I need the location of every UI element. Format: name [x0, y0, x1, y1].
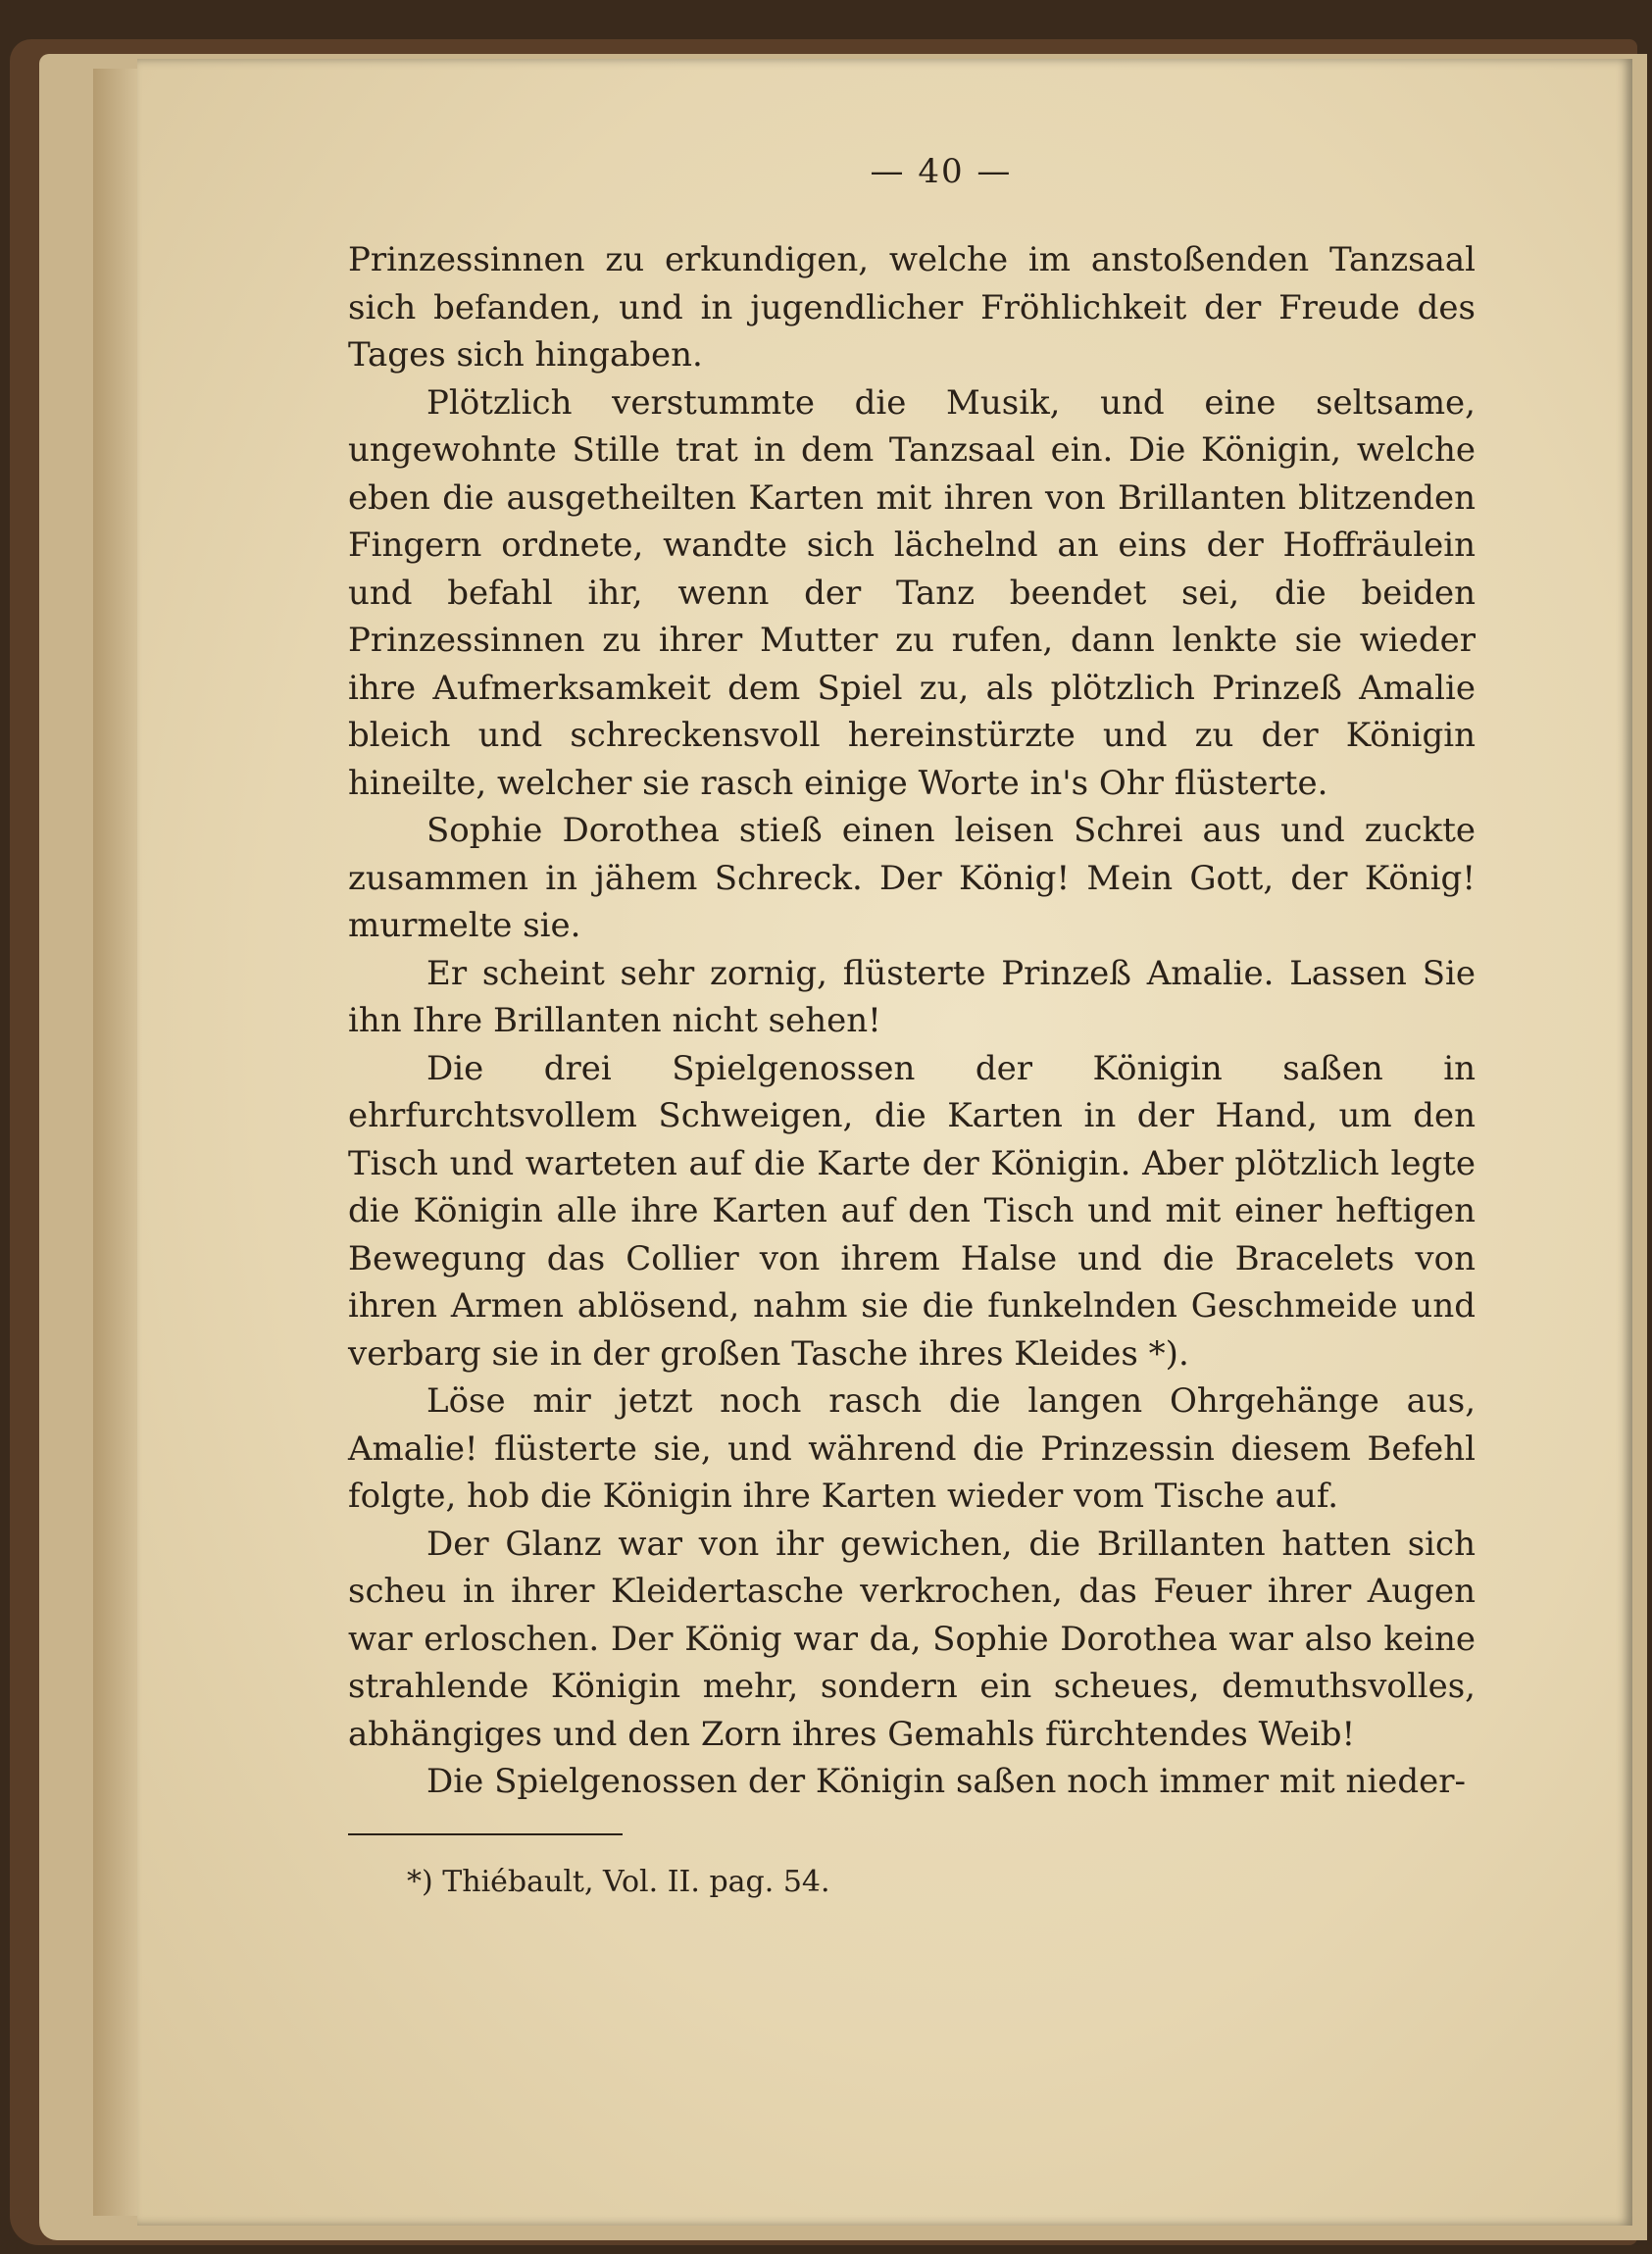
- footnote-rule: [348, 1833, 623, 1835]
- paragraph-7: Der Glanz war von ihr gewichen, die Brillanten hatten sich scheu in ihrer Kleidertasche verkrochen, das Feuer ihrer Augen war erloschen. Der König war da, Sophie Dorothea war also keine strahlende Königin mehr, sondern ein scheues, demuthsvolles, abhängiges und den Zorn ihres Gemahls fürchtendes Weib!: [348, 1524, 1476, 1754]
- paragraph-2: Plötzlich verstummte die Musik, und eine seltsame, ungewohnte Stille trat in dem Tanzsaal ein. Die Königin, welche eben die ausgetheilten Karten mit ihren von Brillanten blitzenden Fingern ordnete, wandte sich lächelnd an eins der Hoffräulein und befahl ihr, wenn der Tanz beendet sei, die beiden Prinzessinnen zu ihrer Mutter zu rufen, dann lenkte sie wieder ihre Aufmerksamkeit dem Spiel zu, als plötzlich Prinzeß Amalie bleich und schreckensvoll hereinstürzte und zu der Königin hineilte, welcher sie rasch einige Worte in's Ohr flüsterte.: [348, 382, 1476, 803]
- paragraph-1: Prinzessinnen zu erkundigen, welche im anstoßenden Tanzsaal sich befanden, und in jugendlicher Fröhlichkeit der Freude des Tages sich hingaben.: [348, 240, 1476, 375]
- book-gutter: [93, 69, 142, 2216]
- footnote: *) Thiébault, Vol. II. pag. 54.: [407, 1864, 830, 1899]
- paragraph-6: Löse mir jetzt noch rasch die langen Ohrgehänge aus, Amalie! flüsterte sie, und während die Prinzessin diesem Befehl folgte, hob die Königin ihre Karten wieder vom Tische auf.: [348, 1381, 1476, 1516]
- page-number: — 40 —: [870, 152, 1013, 191]
- paragraph-5: Die drei Spielgenossen der Königin saßen in ehrfurchtsvollem Schweigen, die Karten in der Hand, um den Tisch und warteten auf die Karte der Königin. Aber plötzlich legte die Königin alle ihre Karten auf den Tisch und mit einer heftigen Bewegung das Collier von ihrem Halse und die Bracelets von ihren Armen ablösend, nahm sie die funkelnden Geschmeide und verbarg sie in der großen Tasche ihres Kleides *).: [348, 1048, 1476, 1374]
- paragraph-4: Er scheint sehr zornig, flüsterte Prinzeß Amalie. Lassen Sie ihn Ihre Brillanten nicht sehen!: [348, 953, 1476, 1040]
- page-text: [348, 152, 1476, 1899]
- paragraph-8: Die Spielgenossen der Königin saßen noch immer mit nieder-: [426, 1762, 1466, 1801]
- paragraph-3: Sophie Dorothea stieß einen leisen Schrei aus und zuckte zusammen in jähem Schreck. Der König! Mein Gott, der König! murmelte sie.: [348, 811, 1476, 945]
